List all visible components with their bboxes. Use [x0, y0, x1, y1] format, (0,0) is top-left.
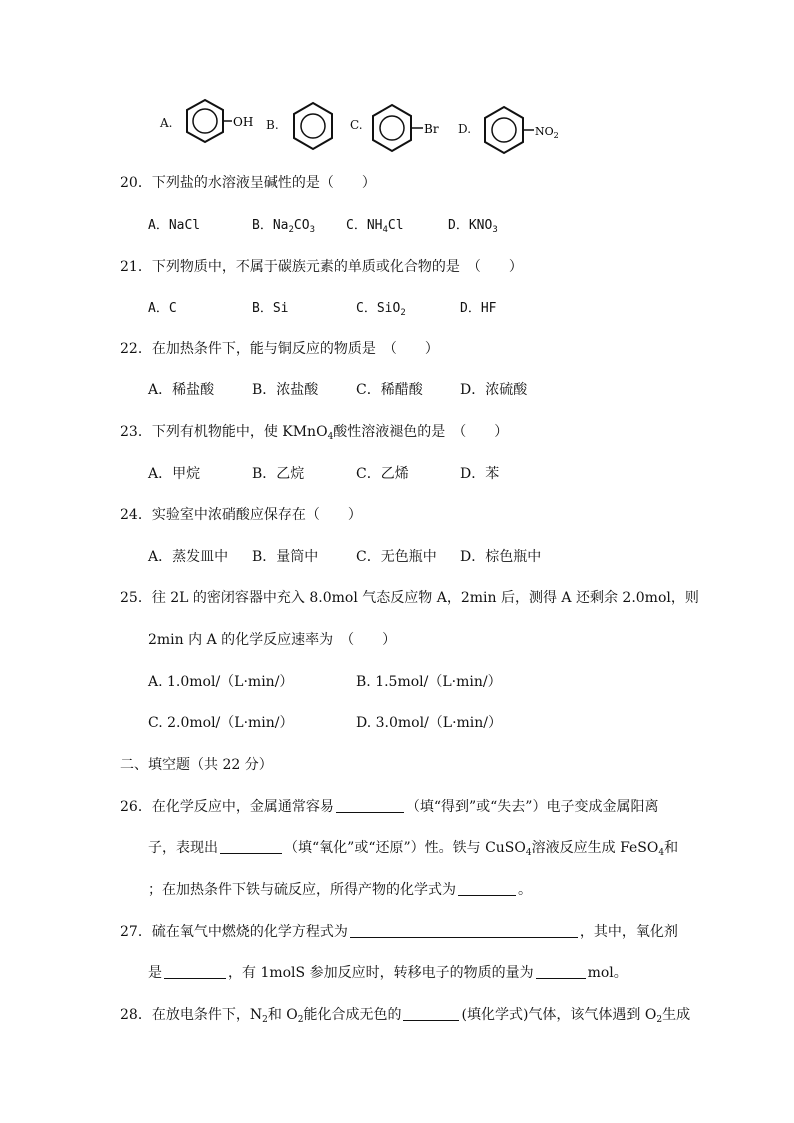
option-a: A．甲烷 — [148, 466, 201, 482]
option-c: C．无色瓶中 — [356, 549, 437, 565]
option-b: B．乙烷 — [252, 466, 305, 482]
option-d: D．HF — [460, 301, 497, 316]
question-25-line1: 25．往 2L 的密闭容器中充入 8.0mol 气态反应物 A，2min 后，测得 A 还剩余 2.0mol，则 — [120, 590, 699, 606]
question-27-line1: 27．硫在氧气中燃烧的化学方程式为 ，其中，氧化剂 — [120, 924, 678, 940]
benzene-structure — [290, 100, 340, 154]
structure-d-label: D. — [458, 122, 472, 136]
phenol-structure — [180, 96, 260, 152]
question-27-line2: 是 ，有 1molS 参加反应时，转移电子的物质的量为 mol。 — [148, 965, 628, 981]
question-26-line2: 子，表现出 （填“氧化”或“还原”）性。铁与 CuSO$_4$溶液反应生成 FeSO$_4$和 — [148, 840, 679, 858]
structure-c-label: C. — [350, 118, 363, 132]
option-b: B．$Na_2CO_3$ — [252, 218, 315, 235]
option-b: B. 1.5mol/（L·min/） — [356, 674, 502, 690]
blank-27-2[interactable] — [164, 964, 226, 979]
question-20: 20．下列盐的水溶液呈碱性的是（ ） — [120, 175, 376, 191]
structure-a-label: A. — [160, 116, 173, 130]
bromobenzene-structure — [368, 102, 448, 156]
no2-group-label: $NO_2$ — [535, 125, 559, 140]
question-28-line1: 28．在放电条件下，$N_2$和 $O_2$能化合成无色的 (填化学式)气体，该气体遇到 $O_2$生成 — [120, 1007, 691, 1025]
option-b: B．浓盐酸 — [252, 382, 319, 398]
option-b: B．量筒中 — [252, 549, 319, 565]
question-21: 21．下列物质中，不属于碳族元素的单质或化合物的是 （ ） — [120, 259, 523, 275]
section-heading: 二、填空题（共 22 分） — [120, 757, 273, 773]
option-a: A. 1.0mol/（L·min/） — [148, 674, 294, 690]
blank-27-1[interactable] — [350, 923, 578, 938]
option-c: C．$NH_4Cl$ — [346, 218, 404, 235]
question-24: 24．实验室中浓硝酸应保存在（ ） — [120, 507, 362, 523]
option-d: D．$KNO_3$ — [448, 218, 498, 235]
br-group-label: Br — [424, 122, 439, 136]
question-25-line2: 2min 内 A 的化学反应速率为 （ ） — [148, 632, 397, 648]
option-c: C．SiO$_2$ — [356, 301, 406, 318]
option-d: D．浓硫酸 — [460, 382, 528, 398]
option-d: D．棕色瓶中 — [460, 549, 542, 565]
question-23: 23．下列有机物能中，使 KMnO$_4$酸性溶液褪色的是 （ ） — [120, 424, 509, 442]
structure-b-label: B. — [266, 118, 279, 132]
question-26-line1: 26．在化学反应中，金属通常容易 （填“得到”或“失去”）电子变成金属阳离 — [120, 799, 659, 815]
blank-26-3[interactable] — [458, 881, 516, 896]
option-c: C．稀醋酸 — [356, 382, 423, 398]
option-d: D. 3.0mol/（L·min/） — [356, 715, 503, 731]
option-b: B．Si — [252, 301, 289, 316]
option-d: D．苯 — [460, 466, 500, 482]
blank-26-1[interactable] — [336, 798, 404, 813]
blank-28-1[interactable] — [403, 1006, 459, 1021]
oh-group-label: OH — [233, 115, 254, 129]
option-a: A．稀盐酸 — [148, 382, 215, 398]
option-a: A．NaCl — [148, 218, 201, 233]
option-c: C．乙烯 — [356, 466, 409, 482]
option-a: A．C — [148, 301, 177, 316]
option-c: C. 2.0mol/（L·min/） — [148, 715, 294, 731]
option-a: A．蒸发皿中 — [148, 549, 229, 565]
question-22: 22．在加热条件下，能与铜反应的物质是 （ ） — [120, 341, 439, 357]
nitrobenzene-structure — [478, 104, 568, 158]
question-26-line3: ；在加热条件下铁与硫反应，所得产物的化学式为 。 — [148, 882, 532, 898]
blank-27-3[interactable] — [536, 964, 586, 979]
blank-26-2[interactable] — [220, 839, 282, 854]
